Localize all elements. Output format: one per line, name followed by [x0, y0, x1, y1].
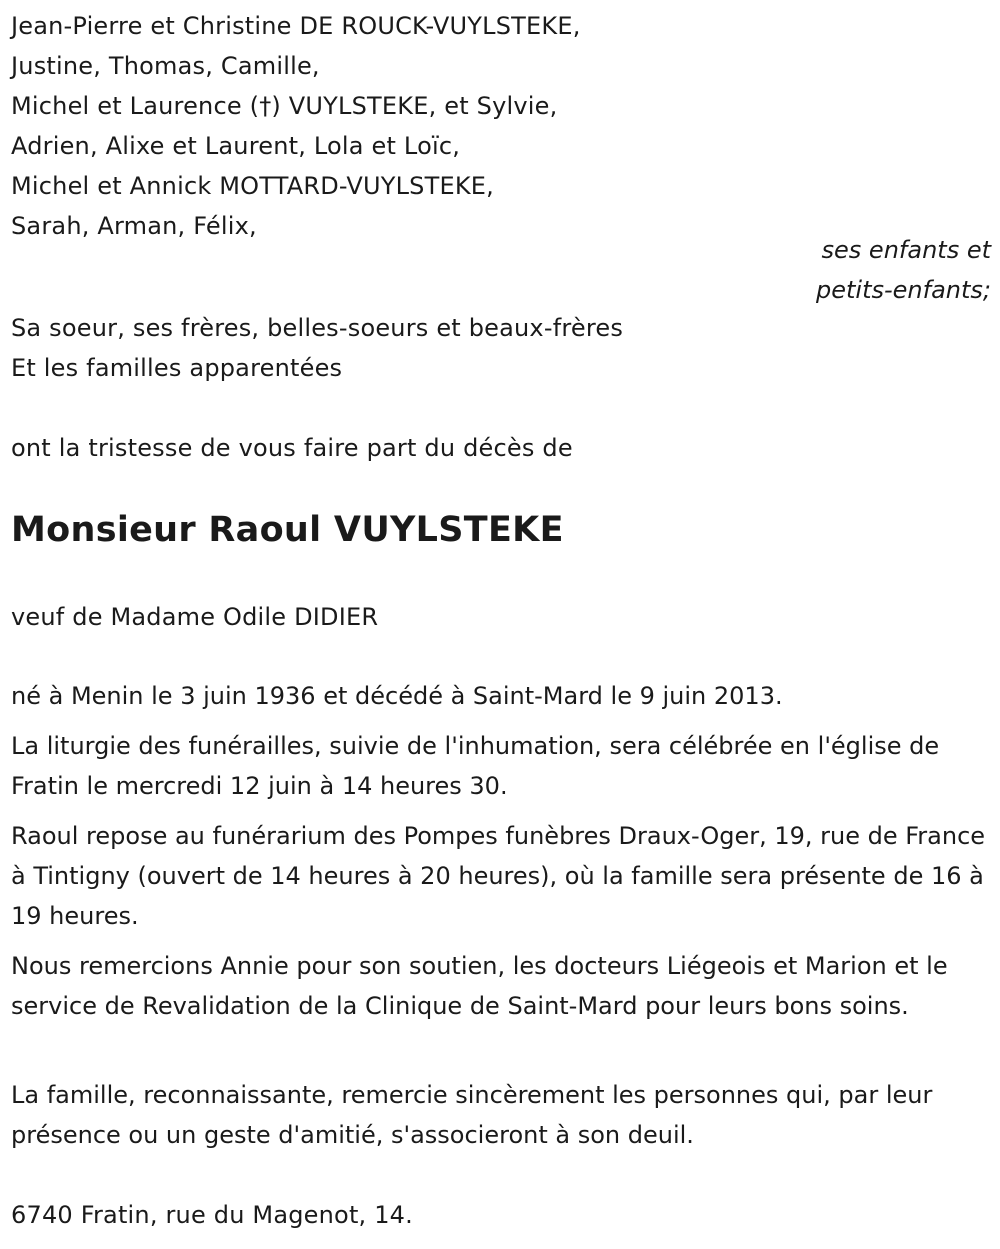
relatives-line-2: Et les familles apparentées	[11, 354, 343, 382]
family-line-2: Justine, Thomas, Camille,	[11, 52, 320, 80]
deceased-name: Monsieur Raoul VUYLSTEKE	[11, 510, 564, 550]
thanks-paragraph: Nous remercions Annie pour son soutien, les docteurs Liégeois et Marion et le service de Revalidation de la Clinique de Saint-Mard pour leurs bons soins.	[11, 952, 948, 1020]
widow-of-text: veuf de Madame Odile DIDIER	[11, 603, 379, 631]
family-line-5: Michel et Annick MOTTARD-VUYLSTEKE,	[11, 172, 494, 200]
family-line-6: Sarah, Arman, Félix,	[11, 212, 257, 240]
announcement-text: ont la tristesse de vous faire part du décès de	[11, 434, 573, 462]
family-line-1: Jean-Pierre et Christine DE ROUCK-VUYLSTEKE,	[11, 12, 581, 40]
funerarium-paragraph: Raoul repose au funérarium des Pompes funèbres Draux-Oger, 19, rue de France à Tintigny (ouvert de 14 heures à 20 heures), où la famille sera présente de 16 à 19 heures.	[11, 822, 986, 930]
family-role-line-1: ses enfants et	[821, 236, 991, 264]
obituary-document	[11, 0, 991, 1249]
funeral-paragraph: La liturgie des funérailles, suivie de l'inhumation, sera célébrée en l'église de Fratin le mercredi 12 juin à 14 heures 30.	[11, 732, 940, 800]
family-line-3: Michel et Laurence (†) VUYLSTEKE, et Sylvie,	[11, 92, 558, 120]
address-text: 6740 Fratin, rue du Magenot, 14.	[11, 1201, 413, 1229]
family-role-line-2: petits-enfants;	[816, 276, 991, 304]
relatives-line-1: Sa soeur, ses frères, belles-soeurs et beaux-frères	[11, 314, 624, 342]
birth-death-paragraph: né à Menin le 3 juin 1936 et décédé à Saint-Mard le 9 juin 2013.	[11, 682, 783, 710]
family-line-4: Adrien, Alixe et Laurent, Lola et Loïc,	[11, 132, 461, 160]
family-thanks-paragraph: La famille, reconnaissante, remercie sincèrement les personnes qui, par leur présence ou un geste d'amitié, s'associeront à son deuil.	[11, 1081, 933, 1149]
